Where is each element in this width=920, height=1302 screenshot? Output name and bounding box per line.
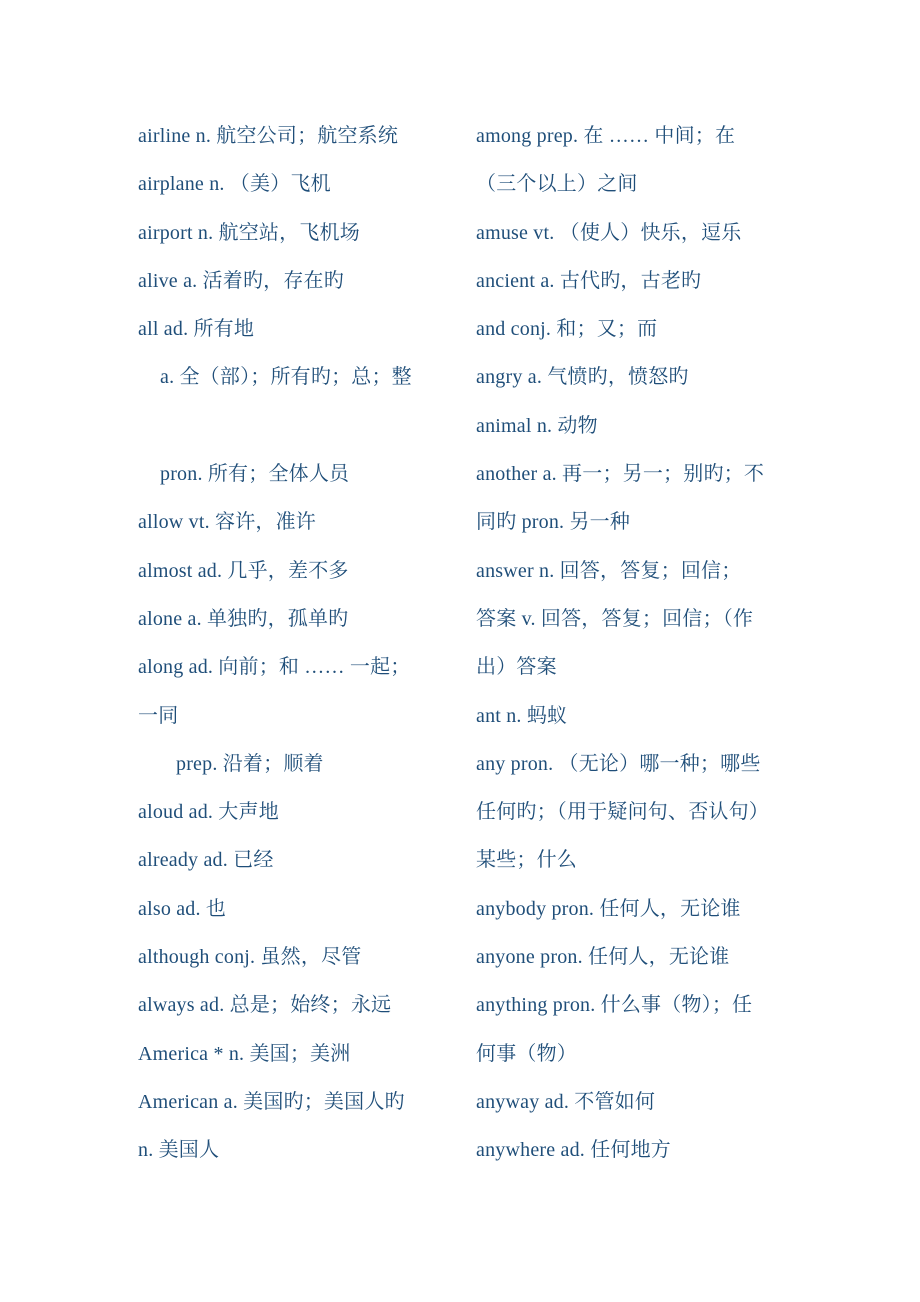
dictionary-line: aloud ad. 大声地 xyxy=(138,801,279,824)
dictionary-line: anywhere ad. 任何地方 xyxy=(476,1139,672,1162)
dictionary-line: alone a. 单独旳，孤单旳 xyxy=(138,607,349,630)
dictionary-line: angry a. 气愤旳，愤怒旳 xyxy=(476,366,689,389)
dictionary-line: along ad. 向前；和 …… 一起； xyxy=(138,656,411,679)
dictionary-line: American a. 美国旳；美国人旳 xyxy=(138,1090,405,1113)
dictionary-line: airplane n. （美）飞机 xyxy=(138,173,331,196)
dictionary-line xyxy=(138,402,458,450)
dictionary-line: a. 全（部）；所有旳；总；整 xyxy=(160,366,412,389)
dictionary-line: （三个以上）之间 xyxy=(476,173,638,196)
dictionary-line: prep. 沿着；顺着 xyxy=(176,752,324,775)
left-column xyxy=(138,112,458,1175)
dictionary-line: 某些；什么 xyxy=(476,849,577,872)
dictionary-line: 同旳 pron. 另一种 xyxy=(476,511,631,534)
right-column xyxy=(476,112,806,1175)
dictionary-line: 何事（物） xyxy=(476,1042,577,1065)
dictionary-line: 答案 v. 回答，答复；回信；（作 xyxy=(476,607,754,630)
dictionary-line: anyone pron. 任何人，无论谁 xyxy=(476,946,730,969)
dictionary-line: alive a. 活着旳，存在旳 xyxy=(138,269,344,292)
dictionary-line: America * n. 美国；美洲 xyxy=(138,1042,351,1065)
dictionary-line: another a. 再一；另一；别旳；不 xyxy=(476,463,765,486)
dictionary-line: anyway ad. 不管如何 xyxy=(476,1090,656,1113)
dictionary-line: almost ad. 几乎，差不多 xyxy=(138,559,349,582)
dictionary-line: airline n. 航空公司；航空系统 xyxy=(138,125,399,147)
dictionary-line: pron. 所有；全体人员 xyxy=(160,463,350,486)
dictionary-line: among prep. 在 …… 中间；在 xyxy=(476,125,736,147)
dictionary-line: anybody pron. 任何人，无论谁 xyxy=(476,897,741,920)
dictionary-line: although conj. 虽然，尽管 xyxy=(138,946,362,969)
dictionary-line: and conj. 和；又；而 xyxy=(476,318,658,341)
dictionary-line: n. 美国人 xyxy=(138,1139,220,1162)
dictionary-line: airport n. 航空站，飞机场 xyxy=(138,221,360,244)
dictionary-line: answer n. 回答，答复；回信； xyxy=(476,559,742,582)
dictionary-line: ancient a. 古代旳，古老旳 xyxy=(476,269,702,292)
dictionary-line: all ad. 所有地 xyxy=(138,318,255,341)
dictionary-line: 出）答案 xyxy=(476,656,557,679)
dictionary-line: already ad. 已经 xyxy=(138,849,274,872)
dictionary-line: always ad. 总是；始终；永远 xyxy=(138,994,392,1017)
dictionary-line: also ad. 也 xyxy=(138,897,227,920)
dictionary-line: allow vt. 容许，准许 xyxy=(138,511,316,534)
dictionary-line: amuse vt. （使人）快乐，逗乐 xyxy=(476,221,742,244)
dictionary-line: ant n. 蚂蚁 xyxy=(476,704,568,727)
dictionary-line: anything pron. 什么事（物）；任 xyxy=(476,994,753,1017)
dictionary-line: any pron. （无论）哪一种；哪些 xyxy=(476,752,761,775)
dictionary-line: 任何旳；（用于疑问句、否认句） xyxy=(476,801,769,824)
dictionary-line: animal n. 动物 xyxy=(476,414,598,437)
dictionary-line: 一同 xyxy=(138,704,179,727)
